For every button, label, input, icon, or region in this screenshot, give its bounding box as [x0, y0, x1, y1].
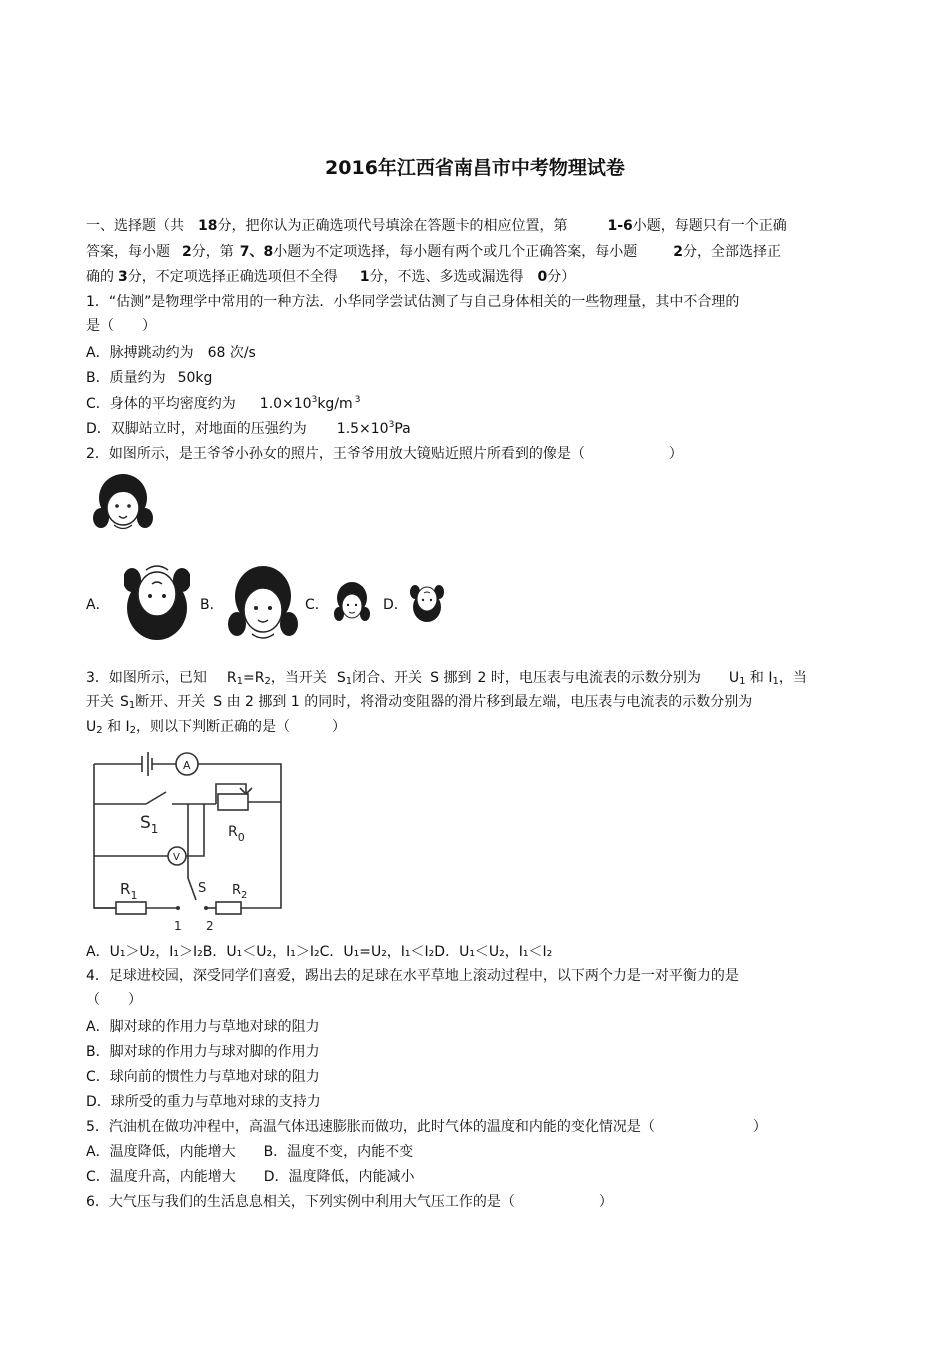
q4-option-a: A．脚对球的作用力与草地对球的阻力	[86, 1019, 320, 1035]
q4-option-c: C．球向前的惯性力与草地对球的阻力	[86, 1069, 320, 1085]
r0-label: $R_0$	[228, 824, 245, 844]
q2-option-c-image	[334, 578, 370, 626]
q1-stem-line-2: 是（ ）	[86, 318, 156, 334]
q3-options: A．U₁＞U₂，I₁＞I₂B．U₁＜U₂，I₁＞I₂C．U₁=U₂，I₁＜I₂D．U₁＜U₂，I₁＜I₂	[86, 944, 553, 960]
q1-option-a: A．脉搏跳动约为 68 次/s	[86, 345, 256, 361]
q5-options-ab: A．温度降低，内能增大 B．温度不变，内能不变	[86, 1144, 414, 1160]
battery-symbol	[142, 752, 152, 776]
section-instructions-line-1: 一、选择题（共 18分，把你认为正确选项代号填涂在答题卡的相应位置，第 1-6小题，每题只有一个正确	[86, 218, 787, 234]
q4-stem-line-2: （ ）	[86, 992, 142, 1008]
ammeter-label: A	[183, 759, 191, 772]
section-instructions-line-3: 确的 3分，不定项选择正确选项但不全得 1分，不选、多选或漏选得 0分）	[86, 269, 576, 285]
switch-s-blade	[188, 804, 196, 900]
voltmeter-label: V	[173, 852, 180, 863]
girl-photo-original	[92, 468, 154, 536]
q2-option-b-label: B．	[200, 597, 224, 613]
q3-stem-line-2: 开关 $S_1$断开、开关 S 由 2 挪到 1 的同时，将滑动变阻器的滑片移到最左端，电压表与电流表的示数分别为	[86, 694, 753, 711]
q1-option-d: D．双脚站立时，对地面的压强约为 $1.5\times 10^3Pa$	[86, 420, 411, 437]
q1-option-b: B．质量约为 50kg	[86, 370, 213, 386]
q3-stem-line-1: 3．如图所示，已知 $R_1=R_2$，当开关 $S_1$闭合、开关 S 挪到 2 时，电压表与电流表的示数分别为 $U_1$ 和 $I_1$，当	[86, 670, 807, 687]
s-label: S	[198, 881, 207, 896]
q1-stem-line-1: 1．“估测”是物理学中常用的一种方法．小华同学尝试估测了与自己身体相关的一些物理量，其中不合理的	[86, 294, 740, 310]
q2-option-d-image	[410, 580, 444, 626]
q2-option-a-image	[124, 554, 190, 650]
resistor-r2	[216, 902, 241, 914]
wire-left	[94, 764, 116, 908]
q5-options-cd: C．温度升高，内能增大 D．温度降低，内能减小	[86, 1169, 415, 1185]
section-instructions-line-2: 答案，每小题 2分，第 7、8小题为不定项选择，每小题有两个或几个正确答案，每小题 2分，全部选择正	[86, 244, 781, 260]
q2-option-d-label: D．	[383, 597, 408, 613]
q4-option-b: B．脚对球的作用力与球对脚的作用力	[86, 1044, 320, 1060]
q2-option-b-image	[228, 560, 298, 646]
r1-label: $R_1$	[120, 880, 138, 902]
terminal-1-label: 1	[174, 919, 182, 933]
terminal-2-label: 2	[206, 919, 214, 933]
q6-stem: 6．大气压与我们的生活息息相关，下列实例中利用大气压工作的是（ ）	[86, 1194, 613, 1210]
q4-stem-line-1: 4．足球进校园，深受同学们喜爱，踢出去的足球在水平草地上滚动过程中，以下两个力是一对平衡力的是	[86, 968, 739, 984]
resistor-r0	[218, 794, 248, 810]
page-title: 2016年江西省南昌市中考物理试卷	[325, 157, 625, 179]
q3-circuit-diagram	[86, 748, 296, 936]
q2-stem: 2．如图所示，是王爷爷小孙女的照片，王爷爷用放大镜贴近照片所看到的像是（ ）	[86, 446, 683, 462]
q2-option-c-label: C．	[305, 597, 329, 613]
q1-option-c: C．身体的平均密度约为 $1.0\times 10^3kg/m$ $^3$	[86, 395, 361, 412]
s1-label: $S_1$	[140, 813, 159, 836]
resistor-r1	[116, 902, 146, 914]
q5-stem: 5．汽油机在做功冲程中，高温气体迅速膨胀而做功，此时气体的温度和内能的变化情况是（ ）	[86, 1119, 767, 1135]
switch-s1-blade	[146, 792, 166, 804]
q2-option-a-label: A．	[86, 597, 110, 613]
r2-label: $R_2$	[232, 883, 248, 901]
q3-stem-line-3: $U_2$ 和 $I_2$，则以下判断正确的是（ ）	[86, 719, 347, 736]
q4-option-d: D．球所受的重力与草地对球的支持力	[86, 1094, 321, 1110]
